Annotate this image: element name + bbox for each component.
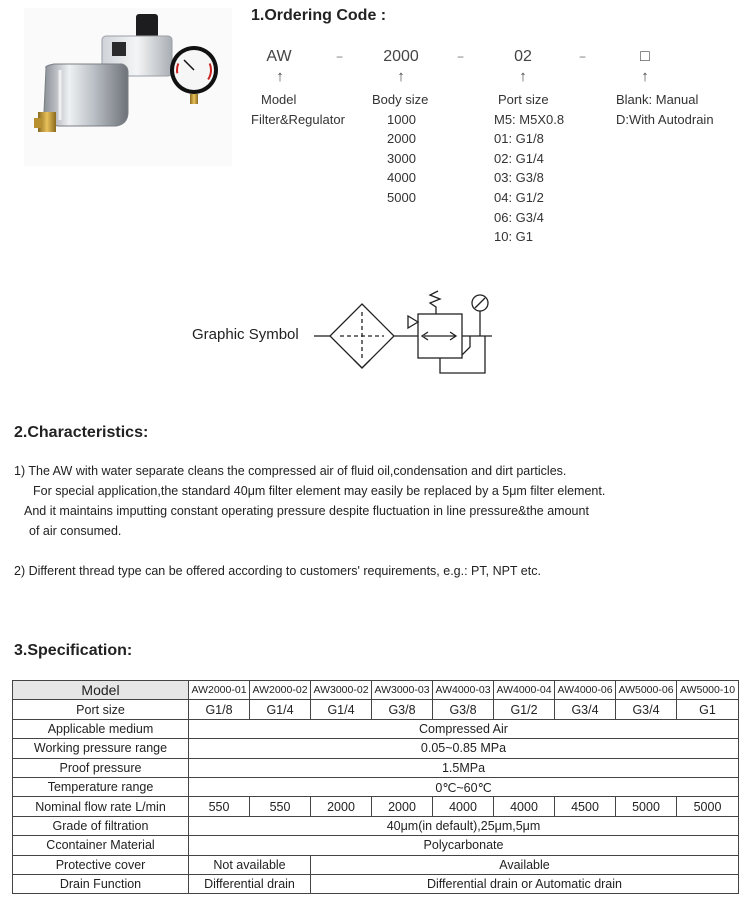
row-label: Proof pressure xyxy=(13,758,189,777)
filtration-cell: 40μm(in default),25μm,5μm xyxy=(189,816,739,835)
flow-cell: 5000 xyxy=(677,797,739,816)
temperature-cell: 0℃~60℃ xyxy=(189,777,739,796)
code-model: AW xyxy=(266,48,292,65)
model-cell: AW4000-04 xyxy=(494,681,555,700)
code-dash: − xyxy=(336,50,344,64)
table-row xyxy=(13,719,739,738)
model-label: Model xyxy=(261,92,297,107)
table-row xyxy=(13,855,739,874)
characteristics-line: 1) The AW with water separate cleans the compressed air of fluid oil,condensation and dirt particles. xyxy=(14,464,567,478)
model-cell: AW4000-03 xyxy=(433,681,494,700)
drain-option: D:With Autodrain xyxy=(616,111,714,127)
characteristics-line: 2) Different thread type can be offered according to customers' requirements, e.g.: PT, NPT etc. xyxy=(14,564,541,578)
row-label: Temperature range xyxy=(13,777,189,796)
characteristics-line: And it maintains imputting constant operating pressure despite fluctuation in line pressure&the amount xyxy=(24,504,589,518)
port-size-option: 04: G1/2 xyxy=(494,189,544,205)
model-cell: AW2000-02 xyxy=(250,681,311,700)
arrow-up-icon: ↑ xyxy=(519,68,527,85)
port-cell: G3/4 xyxy=(616,700,677,719)
body-size-column xyxy=(372,90,452,208)
row-label: Port size xyxy=(13,700,189,719)
port-cell: G3/8 xyxy=(433,700,494,719)
body-size-option: 2000 xyxy=(387,131,416,147)
port-size-option: 10: G1 xyxy=(494,229,534,245)
flow-cell: 5000 xyxy=(616,797,677,816)
port-cell: G3/8 xyxy=(372,700,433,719)
flow-cell: 4000 xyxy=(494,797,555,816)
port-size-option: 03: G3/8 xyxy=(494,170,544,186)
working-pressure-cell: 0.05~0.85 MPa xyxy=(189,739,739,758)
model-column xyxy=(251,90,361,129)
table-row xyxy=(13,797,739,816)
code-body-size: 2000 xyxy=(383,48,419,65)
flow-cell: 2000 xyxy=(311,797,372,816)
port-size-option: 06: G3/4 xyxy=(494,209,544,225)
cover-cell: Available xyxy=(311,855,739,874)
row-label: Working pressure range xyxy=(13,739,189,758)
table-row xyxy=(13,777,739,796)
row-label: Applicable medium xyxy=(13,719,189,738)
model-cell: AW3000-03 xyxy=(372,681,433,700)
table-row xyxy=(13,874,739,893)
table-row xyxy=(13,681,739,700)
model-cell: AW5000-06 xyxy=(616,681,677,700)
characteristics-line: of air consumed. xyxy=(29,524,122,538)
model-cell: AW5000-10 xyxy=(677,681,739,700)
code-port-size: 02 xyxy=(514,48,532,65)
row-label: Protective cover xyxy=(13,855,189,874)
model-value: Filter&Regulator xyxy=(251,111,345,127)
port-cell: G1 xyxy=(677,700,739,719)
body-size-label: Body size xyxy=(372,92,429,107)
specification-title: 3.Specification: xyxy=(14,642,133,659)
drain-cell: Differential drain xyxy=(189,874,311,893)
cover-cell: Not available xyxy=(189,855,311,874)
product-photo xyxy=(24,8,232,166)
table-row xyxy=(13,836,739,855)
port-size-column xyxy=(494,90,594,247)
drain-column xyxy=(616,90,746,129)
graphic-symbol-label: Graphic Symbol xyxy=(192,326,299,343)
model-cell: AW3000-02 xyxy=(311,681,372,700)
flow-cell: 4500 xyxy=(555,797,616,816)
characteristics-title: 2.Characteristics: xyxy=(14,424,149,441)
drain-cell: Differential drain or Automatic drain xyxy=(311,874,739,893)
medium-cell: Compressed Air xyxy=(189,719,739,738)
port-size-option: 02: G1/4 xyxy=(494,150,544,166)
drain-option: Blank: Manual xyxy=(616,92,699,107)
container-cell: Polycarbonate xyxy=(189,836,739,855)
port-cell: G1/2 xyxy=(494,700,555,719)
model-cell: AW4000-06 xyxy=(555,681,616,700)
row-label: Grade of filtration xyxy=(13,816,189,835)
row-label: Ccontainer Material xyxy=(13,836,189,855)
code-drain-box: □ xyxy=(640,48,650,65)
port-size-label: Port size xyxy=(498,92,549,107)
flow-cell: 550 xyxy=(189,797,250,816)
model-header: Model xyxy=(13,681,189,700)
table-row xyxy=(13,700,739,719)
arrow-up-icon: ↑ xyxy=(276,68,284,85)
port-cell: G1/4 xyxy=(250,700,311,719)
code-dash: − xyxy=(457,50,465,64)
table-row xyxy=(13,758,739,777)
graphic-symbol-diagram xyxy=(310,285,510,385)
flow-cell: 2000 xyxy=(372,797,433,816)
proof-pressure-cell: 1.5MPa xyxy=(189,758,739,777)
arrow-up-icon: ↑ xyxy=(397,68,405,85)
row-label: Drain Function xyxy=(13,874,189,893)
port-cell: G1/4 xyxy=(311,700,372,719)
body-size-option: 1000 xyxy=(387,111,416,127)
specification-table xyxy=(12,680,739,894)
row-label: Nominal flow rate L/min xyxy=(13,797,189,816)
body-size-option: 3000 xyxy=(387,150,416,166)
code-dash: − xyxy=(579,50,587,64)
ordering-code-title: 1.Ordering Code : xyxy=(251,7,387,24)
body-size-option: 4000 xyxy=(387,170,416,186)
arrow-up-icon: ↑ xyxy=(641,68,649,85)
table-row xyxy=(13,739,739,758)
port-cell: G3/4 xyxy=(555,700,616,719)
body-size-option: 5000 xyxy=(387,189,416,205)
table-row xyxy=(13,816,739,835)
flow-cell: 550 xyxy=(250,797,311,816)
characteristics-line: For special application,the standard 40μm filter element may easily be replaced by a 5μm filter element. xyxy=(33,484,606,498)
flow-cell: 4000 xyxy=(433,797,494,816)
port-size-option: 01: G1/8 xyxy=(494,131,544,147)
port-cell: G1/8 xyxy=(189,700,250,719)
port-size-option: M5: M5X0.8 xyxy=(494,111,565,127)
model-cell: AW2000-01 xyxy=(189,681,250,700)
